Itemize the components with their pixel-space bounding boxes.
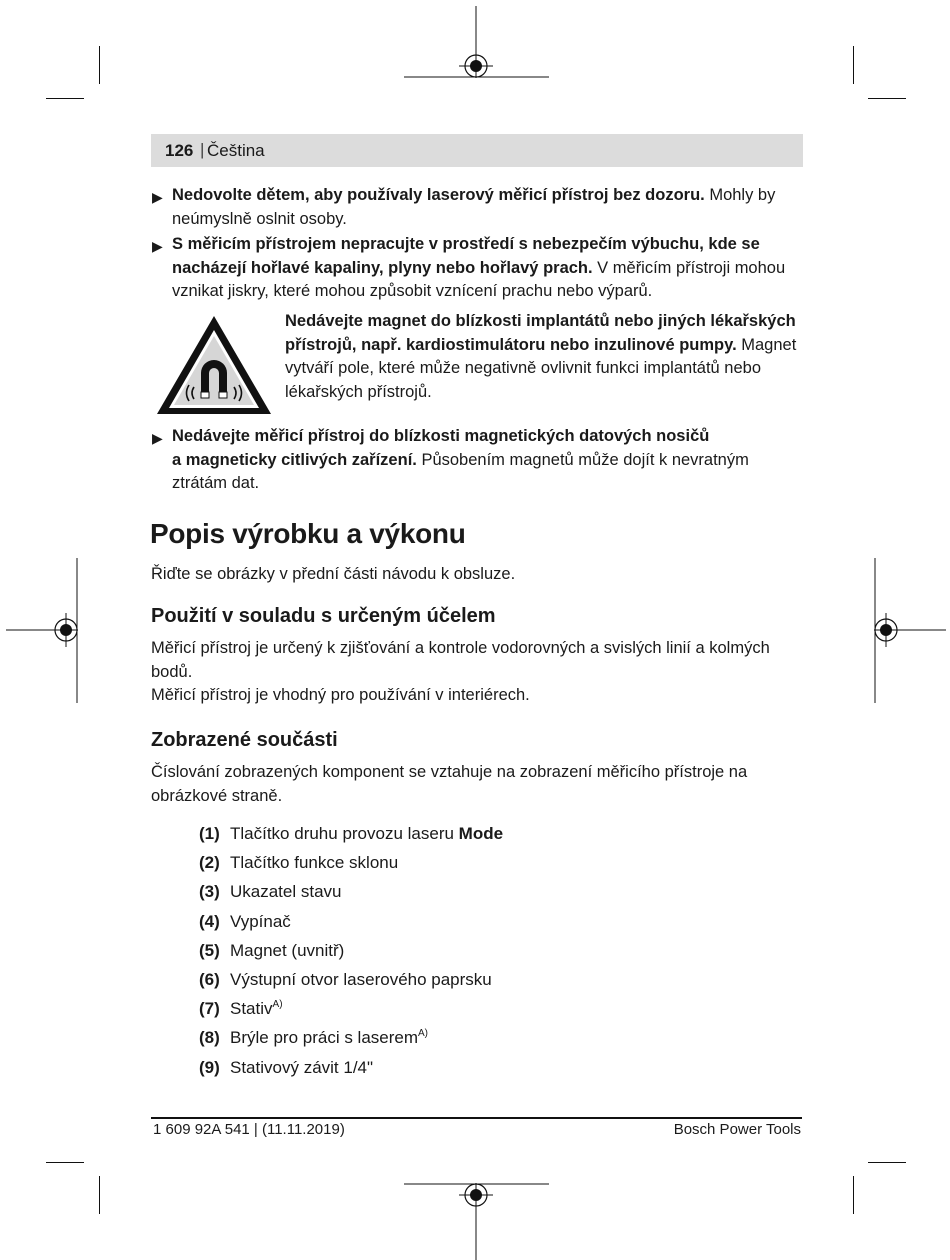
crop-mark bbox=[99, 1176, 100, 1214]
item-footnote: A) bbox=[272, 999, 283, 1010]
crop-mark bbox=[868, 98, 906, 99]
page-number: 126 bbox=[165, 141, 194, 160]
list-item bbox=[199, 970, 492, 990]
parts-heading: Zobrazené součásti bbox=[151, 729, 338, 751]
bullet-text: vznikat jiskry, které mohou způsobit vznícení prachu nebo výparů. bbox=[172, 282, 653, 300]
crop-mark bbox=[99, 46, 100, 84]
bullet-bold: S měřicím přístrojem nepracujte v prostředí s nebezpečím výbuchu, kde se bbox=[172, 235, 760, 253]
magnet-warning-icon bbox=[154, 313, 274, 417]
warning-text: vytváří pole, které může negativně ovlivnit funkci implantátů nebo bbox=[285, 359, 762, 377]
registration-mark-icon bbox=[6, 558, 78, 703]
bullet-text: Působením magnetů může dojít k nevratným bbox=[416, 450, 749, 469]
item-number: (5) bbox=[199, 941, 220, 960]
bullet-text: Mohly by bbox=[704, 186, 776, 204]
magnet-warning-text bbox=[285, 310, 803, 404]
triangle-bullet-icon: ▶ bbox=[152, 189, 163, 205]
warning-bold: přístrojů, např. kardiostimulátoru nebo inzulinové pumpy. bbox=[285, 335, 737, 354]
registration-mark-icon bbox=[874, 558, 946, 703]
list-item bbox=[199, 999, 283, 1019]
safety-bullet-magnetic-media bbox=[172, 425, 802, 496]
list-item bbox=[199, 824, 503, 844]
warning-bold: Nedávejte magnet do blízkosti implantátů nebo jiných lékařských bbox=[285, 312, 796, 330]
item-text: Stativ bbox=[230, 999, 273, 1018]
registration-mark-icon bbox=[404, 1183, 549, 1260]
item-footnote: A) bbox=[418, 1028, 429, 1039]
safety-bullet-explosion bbox=[172, 233, 802, 304]
parts-intro-line: obrázkové straně. bbox=[151, 786, 283, 805]
item-number: (4) bbox=[199, 912, 220, 931]
item-number: (6) bbox=[199, 970, 220, 989]
registration-mark-icon bbox=[404, 6, 549, 78]
item-number: (7) bbox=[199, 999, 220, 1018]
footer-rule bbox=[151, 1117, 802, 1119]
list-item bbox=[199, 1058, 373, 1078]
warning-text: lékařských přístrojů. bbox=[285, 382, 432, 401]
use-line: Měřicí přístroj je vhodný pro používání v interiérech. bbox=[151, 686, 530, 704]
bullet-bold: nacházejí hořlavé kapaliny, plyny nebo hořlavý prach. bbox=[172, 258, 593, 277]
crop-mark bbox=[46, 1162, 84, 1163]
item-text: Tlačítko funkce sklonu bbox=[230, 853, 399, 872]
crop-mark bbox=[868, 1162, 906, 1163]
triangle-bullet-icon: ▶ bbox=[152, 430, 163, 446]
header-language: Čeština bbox=[207, 141, 265, 160]
parts-intro-line: Číslování zobrazených komponent se vztahuje na zobrazení měřicího přístroje na bbox=[151, 763, 748, 781]
bullet-text: ztrátám dat. bbox=[172, 474, 260, 492]
parts-intro bbox=[151, 761, 801, 808]
list-item bbox=[199, 882, 342, 902]
section-title: Popis výrobku a výkonu bbox=[150, 518, 466, 549]
bullet-text: V měřicím přístroji mohou bbox=[592, 258, 786, 277]
item-text: Výstupní otvor laserového paprsku bbox=[230, 970, 492, 989]
bullet-text: neúmyslně oslnit osoby. bbox=[172, 209, 347, 228]
crop-mark bbox=[853, 1176, 854, 1214]
section-intro: Řiďte se obrázky v přední části návodu k obsluze. bbox=[151, 565, 516, 583]
page-header bbox=[151, 134, 803, 167]
list-item bbox=[199, 1028, 428, 1048]
triangle-bullet-icon: ▶ bbox=[152, 238, 163, 254]
item-text: Vypínač bbox=[230, 912, 291, 931]
warning-text: Magnet bbox=[736, 335, 797, 354]
use-line: Měřicí přístroj je určený k zjišťování a kontrole vodorovných a svislých linií a kolmých bbox=[151, 639, 770, 657]
item-number: (2) bbox=[199, 853, 220, 872]
item-number: (1) bbox=[199, 824, 220, 843]
bullet-bold: Nedávejte měřicí přístroj do blízkosti magnetických datových nosičů bbox=[172, 427, 710, 445]
list-item bbox=[199, 853, 398, 873]
header-separator: | bbox=[200, 140, 205, 159]
crop-mark bbox=[46, 98, 84, 99]
crop-mark bbox=[853, 46, 854, 84]
bullet-bold: Nedovolte dětem, aby používaly laserový měřicí přístroj bez dozoru. bbox=[172, 186, 705, 204]
list-item bbox=[199, 912, 291, 932]
safety-bullet-children bbox=[172, 184, 802, 231]
footer-brand: Bosch Power Tools bbox=[673, 1121, 801, 1138]
item-number: (3) bbox=[199, 882, 220, 901]
item-text: Magnet (uvnitř) bbox=[230, 941, 345, 960]
item-text: Tlačítko druhu provozu laseru bbox=[230, 824, 459, 843]
item-text: Brýle pro práci s laserem bbox=[230, 1028, 419, 1047]
use-line: bodů. bbox=[151, 662, 193, 681]
use-heading: Použití v souladu s určeným účelem bbox=[151, 605, 496, 627]
item-number: (9) bbox=[199, 1058, 220, 1077]
use-paragraph bbox=[151, 637, 801, 708]
footer-doc-number: 1 609 92A 541 | (11.11.2019) bbox=[153, 1121, 345, 1138]
bullet-bold: a magneticky citlivých zařízení. bbox=[172, 450, 417, 469]
item-bold: Mode bbox=[458, 824, 504, 843]
item-text: Stativový závit 1/4" bbox=[230, 1058, 374, 1077]
item-number: (8) bbox=[199, 1028, 220, 1047]
item-text: Ukazatel stavu bbox=[230, 882, 342, 901]
list-item bbox=[199, 941, 344, 961]
